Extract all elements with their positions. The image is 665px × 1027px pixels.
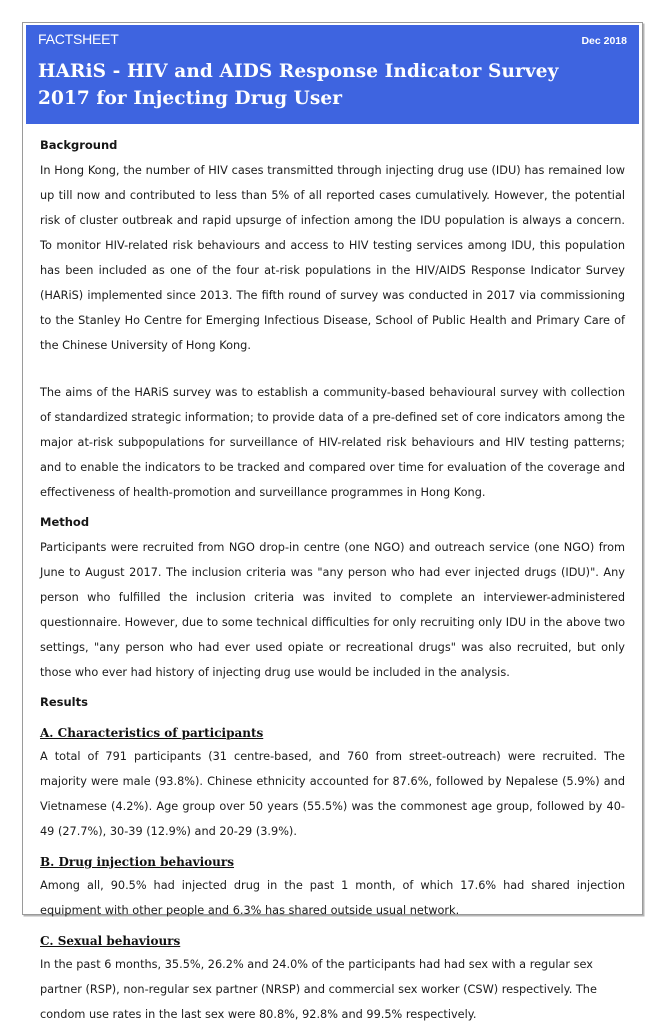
section-heading-background: Background: [40, 138, 118, 152]
issue-date: Dec 2018: [581, 35, 627, 47]
subsection-heading-b: B. Drug injection behaviours: [40, 855, 234, 869]
subsection-a-paragraph: A total of 791 participants (31 centre-based, and 760 from street-outreach) were recruited. The majority were male (93.8%). Chinese ethnicity accounted for 87.6%, followed by Nepalese (5.9%) and Vietnamese (4.2%). Age group over 50 years (55.5%) was the commonest age group, followed by 40-49 (27.7%), 30-39 (12.9%) and 20-29 (3.9%).: [40, 750, 625, 838]
background-paragraph-2: The aims of the HARiS survey was to establish a community-based behavioural survey with collection of standardized strategic information; to provide data of a pre-defined set of core indicators among the major at-risk subpopulations for surveillance of HIV-related risk behaviours and HIV testing patterns; and to enable the indicators to be tracked and compared over time for evaluation of the coverage and effectiveness of health-promotion and surveillance programmes in Hong Kong.: [40, 386, 625, 499]
background-paragraph-1: In Hong Kong, the number of HIV cases transmitted through injecting drug use (IDU) has remained low up till now and contributed to less than 5% of all reported cases cumulatively. However, the potential risk of cluster outbreak and rapid upsurge of infection among the IDU population is always a concern. To monitor HIV-related risk behaviours and access to HIV testing services among IDU, this population has been included as one of the four at-risk populations in the HIV/AIDS Response Indicator Survey (HARiS) implemented since 2013. The fifth round of survey was conducted in 2017 via commissioning to the Stanley Ho Centre for Emerging Infectious Disease, School of Public Health and Primary Care of the Chinese University of Hong Kong.: [40, 164, 625, 352]
results-subsection-b: [40, 844, 625, 923]
document-page: [22, 22, 643, 1021]
subsection-heading-a: A. Characteristics of participants: [40, 726, 264, 740]
section-heading-method: Method: [40, 515, 90, 529]
page-content: [23, 23, 642, 1021]
document-header-band: [26, 25, 639, 124]
header-top-row: [38, 31, 627, 51]
section-heading-results: Results: [40, 695, 88, 709]
subsection-b-paragraph: Among all, 90.5% had injected drug in the past 1 month, of which 17.6% had shared injection equipment with other people and 6.3% has shared outside usual network.: [40, 879, 625, 917]
results-subsection-a: [40, 715, 625, 844]
subsection-c-paragraph: In the past 6 months, 35.5%, 26.2% and 24.0% of the participants had had sex with a regular sex partner (RSP), non-regular sex partner (NRSP) and commercial sex worker (CSW) respectively. The condom use rates in the last sex were 80.8%, 92.8% and 99.5% respectively.: [40, 958, 597, 1021]
subsection-heading-c: C. Sexual behaviours: [40, 934, 181, 948]
method-paragraph-1: Participants were recruited from NGO drop-in centre (one NGO) and outreach service (one NGO) from June to August 2017. The inclusion criteria was "any person who had ever injected drugs (IDU)". Any person who fulfilled the inclusion criteria was invited to complete an interviewer-administered questionnaire. However, due to some technical difficulties for only recruiting only IDU in the above two settings, "any person who had ever used opiate or recreational drugs" was also recruited, but only those who ever had history of injecting drug use would be included in the analysis.: [40, 541, 625, 679]
document-body: [23, 124, 642, 1027]
factsheet-label: FACTSHEET: [38, 31, 119, 47]
results-subsection-c: [40, 923, 625, 1027]
page-title: HARiS - HIV and AIDS Response Indicator Survey 2017 for Injecting Drug User: [38, 61, 559, 109]
